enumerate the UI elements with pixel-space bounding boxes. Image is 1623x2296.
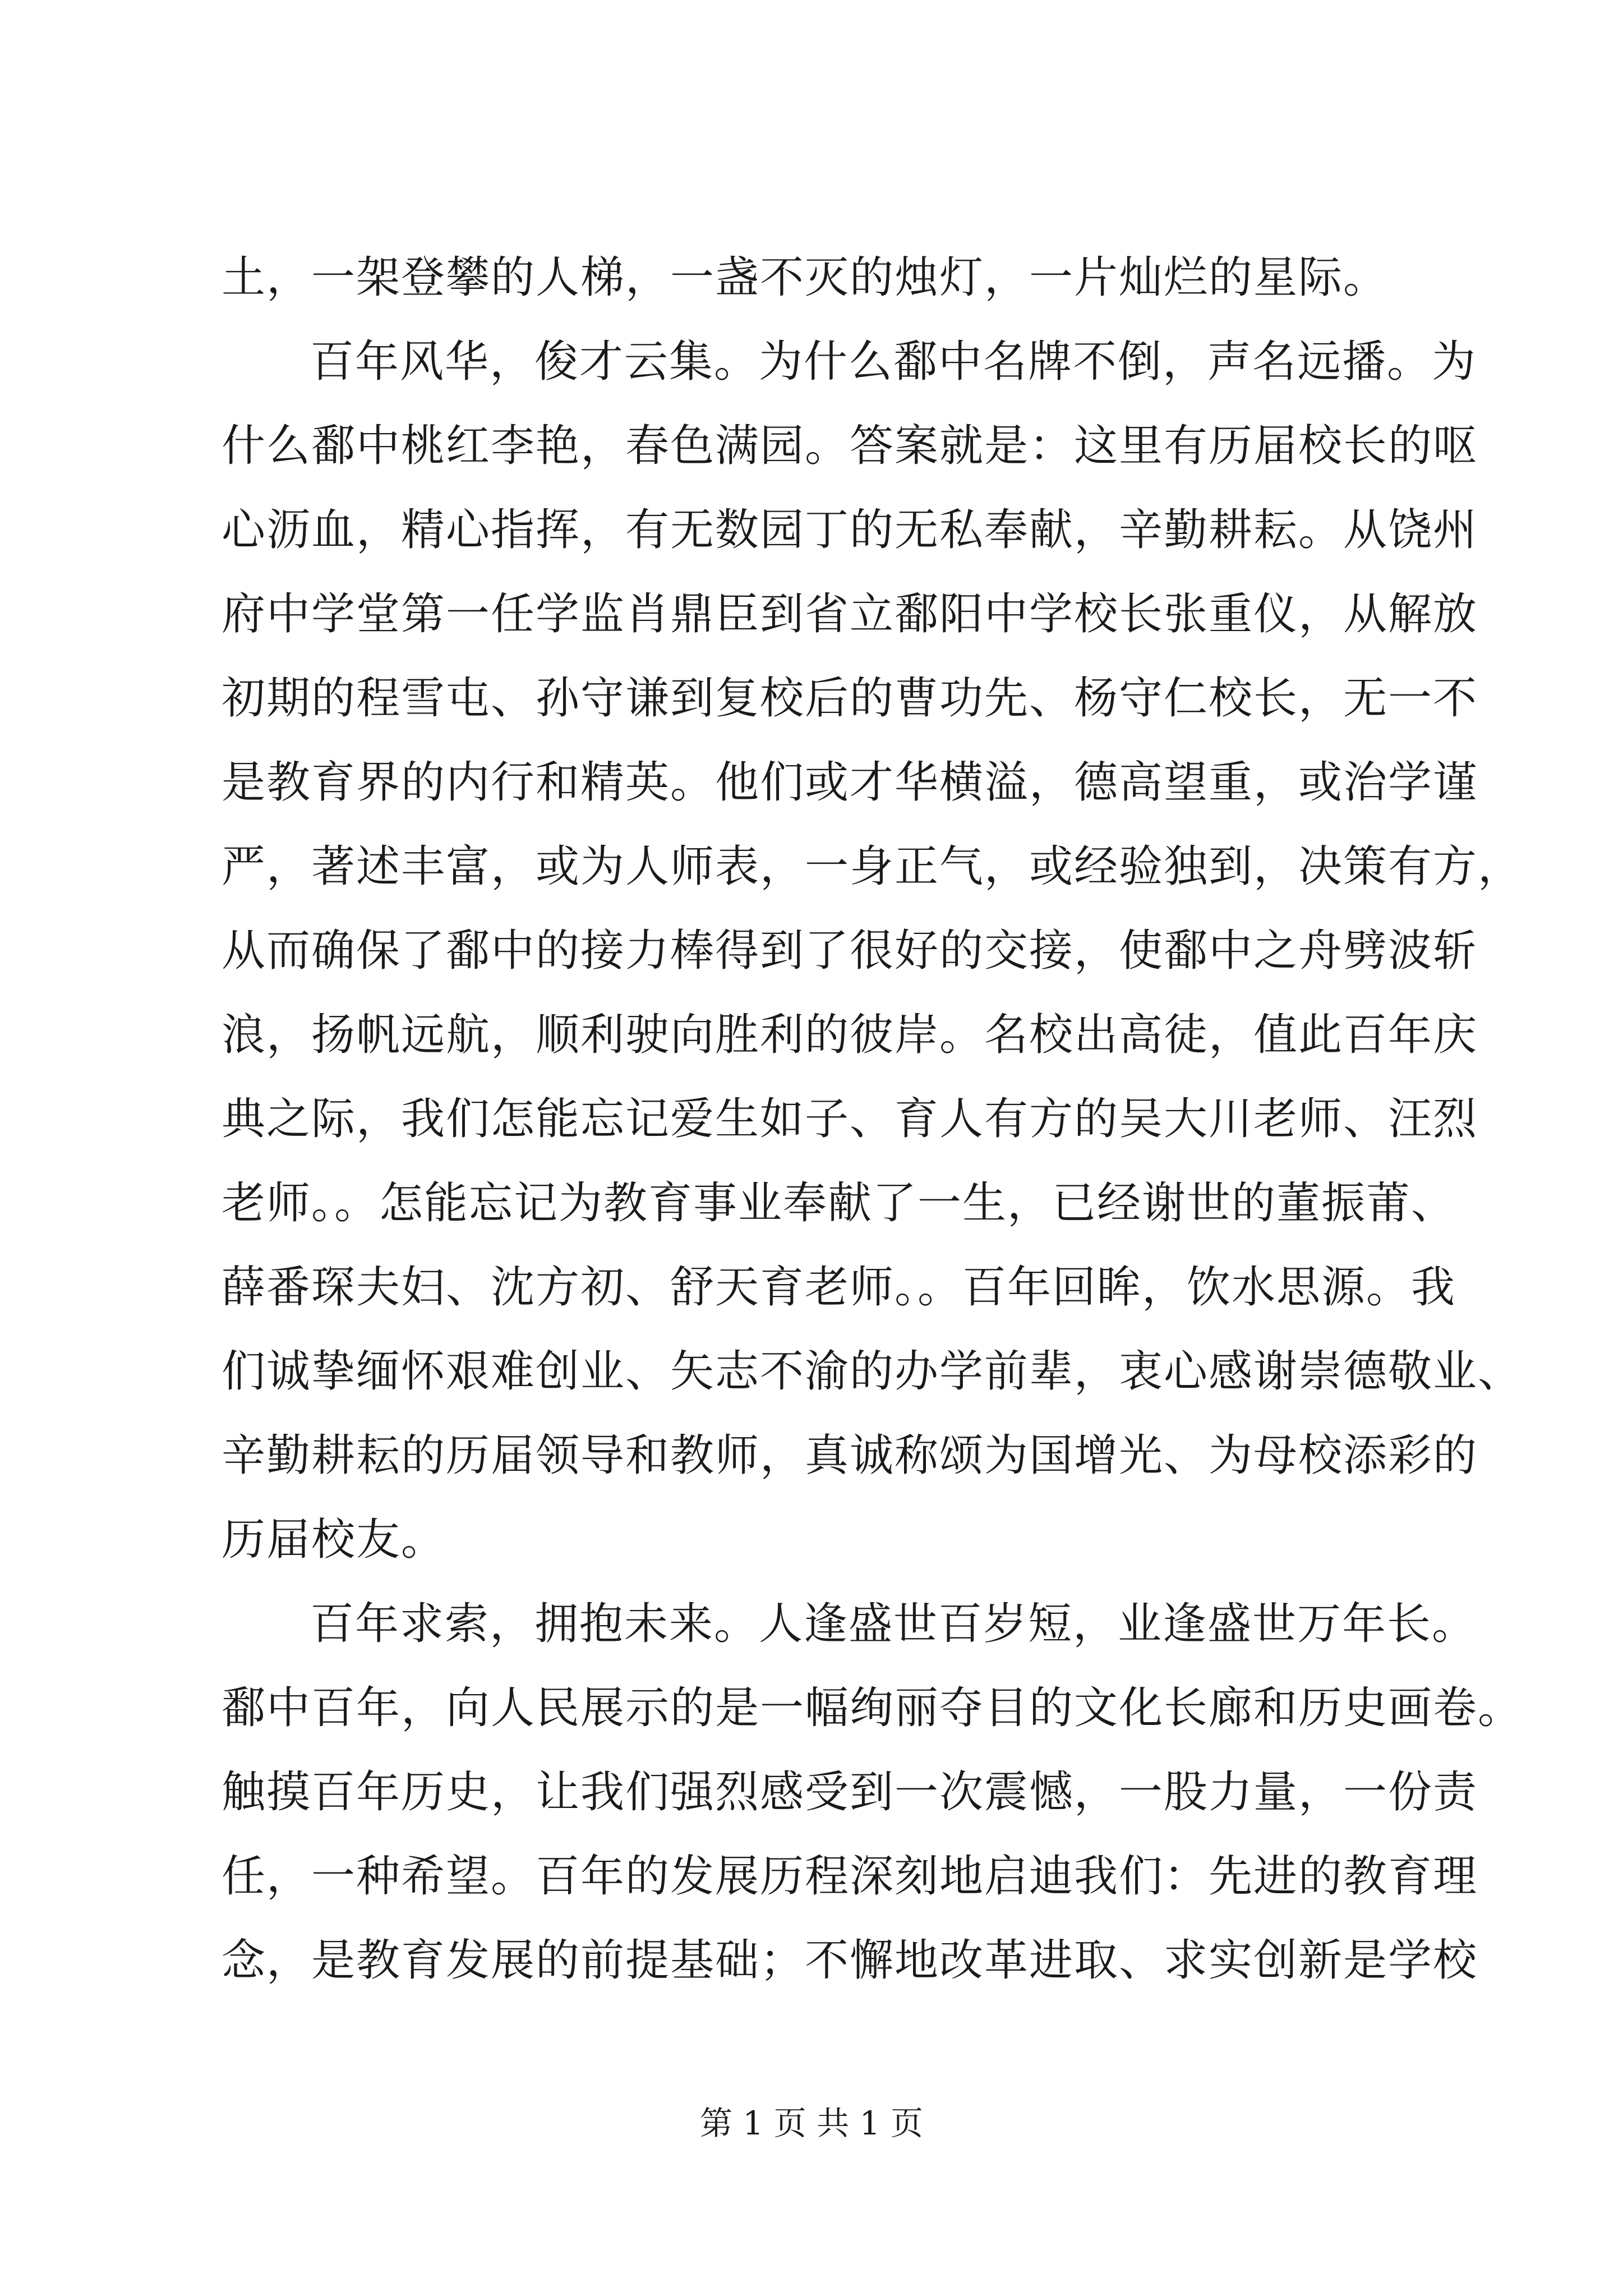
text-line: 心沥血，精心指挥，有无数园丁的无私奉献，辛勤耕耘。从饶州	[222, 505, 1478, 555]
text-line: 辛勤耕耘的历届领导和教师，真诚称颂为国增光、为母校添彩的	[222, 1430, 1478, 1481]
text-line: 任，一种希望。百年的发展历程深刻地启迪我们：先进的教育理	[222, 1851, 1478, 1902]
text-line: 历届校友。	[222, 1515, 446, 1565]
text-line: 鄱中百年，向人民展示的是一幅绚丽夺目的文化长廊和历史画卷。	[222, 1683, 1523, 1733]
paragraph-start-line: 百年风华，俊才云集。为什么鄱中名牌不倒，声名远播。为	[310, 337, 1477, 387]
text-line: 典之际，我们怎能忘记爱生如子、育人有方的吴大川老师、汪烈	[222, 1094, 1478, 1144]
text-line: 严，著述丰富，或为人师表，一身正气，或经验独到，决策有方，	[222, 841, 1523, 892]
text-line: 从而确保了鄱中的接力棒得到了很好的交接，使鄱中之舟劈波斩	[222, 926, 1478, 976]
text-line: 们诚挚缅怀艰难创业、矢志不渝的办学前辈，衷心感谢崇德敬业、	[222, 1346, 1523, 1397]
text-line: 薛番琛夫妇、沈方初、舒天育老师。。百年回眸，饮水思源。我	[222, 1262, 1456, 1313]
text-line: 念，是教育发展的前提基础；不懈地改革进取、求实创新是学校	[222, 1935, 1478, 1986]
text-line: 府中学堂第一任学监肖鼎臣到省立鄱阳中学校长张重仪，从解放	[222, 589, 1478, 639]
paragraph-start-line: 百年求索，拥抱未来。人逢盛世百岁短，业逢盛世万年长。	[310, 1599, 1477, 1649]
body-text	[222, 236, 1523, 2003]
text-line: 老师。。怎能忘记为教育事业奉献了一生，已经谢世的董振莆、	[222, 1178, 1456, 1228]
text-line: 是教育界的内行和精英。他们或才华横溢，德高望重，或治学谨	[222, 757, 1478, 808]
text-line: 什么鄱中桃红李艳，春色满园。答案就是：这里有历届校长的呕	[222, 421, 1478, 471]
text-line: 初期的程雪屯、孙守谦到复校后的曹功先、杨守仁校长，无一不	[222, 673, 1478, 724]
page-footer	[0, 2101, 1623, 2146]
text-line: 触摸百年历史，让我们强烈感受到一次震憾，一股力量，一份责	[222, 1767, 1478, 1818]
text-line: 土，一架登攀的人梯，一盏不灭的烛灯，一片灿烂的星际。	[222, 252, 1389, 303]
text-line: 浪，扬帆远航，顺利驶向胜利的彼岸。名校出高徒，值此百年庆	[222, 1010, 1478, 1060]
page-number: 第 1 页 共 1 页	[700, 2104, 923, 2142]
